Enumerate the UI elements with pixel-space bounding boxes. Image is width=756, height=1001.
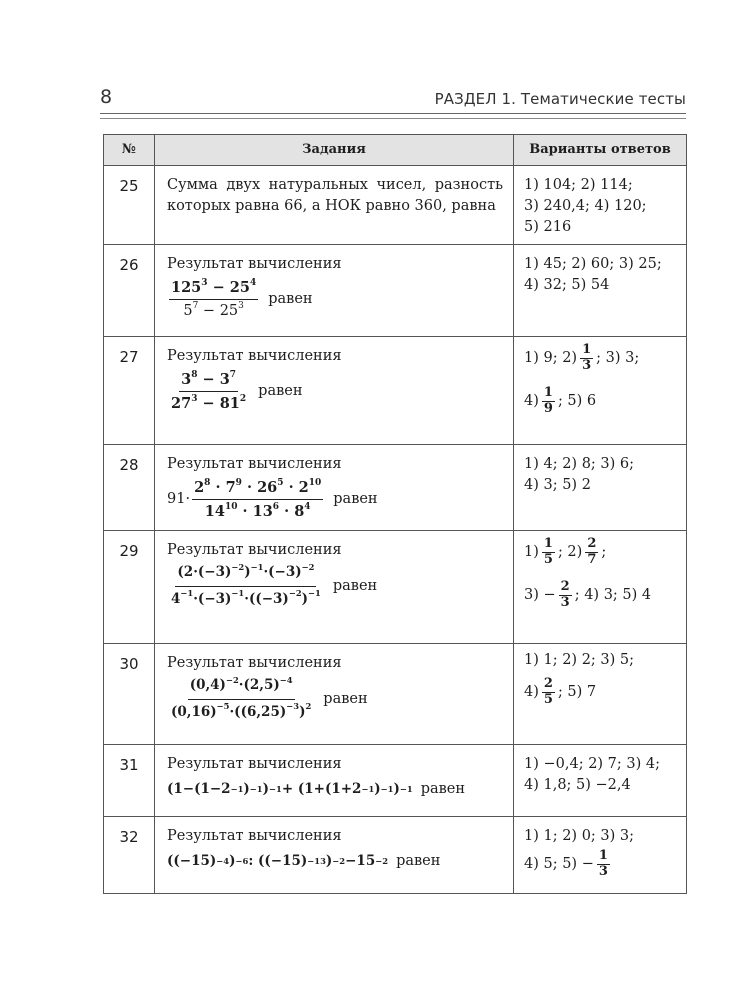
running-head: РАЗДЕЛ 1. Тематические тесты xyxy=(434,90,686,108)
task-cell xyxy=(155,644,514,745)
task-cell xyxy=(155,445,514,531)
task-text: Результат вычисления xyxy=(167,542,342,559)
fraction: $\frac{(0,4)^{-2}\cdot(2,5)^{-4}}{(0,16)^{-5}\cdot((6,25)^{-3})^2}$ xyxy=(171,674,312,720)
table-row xyxy=(104,445,687,531)
task-tail: равен xyxy=(258,383,303,400)
table-row xyxy=(104,531,687,644)
table-row xyxy=(104,644,687,745)
page-number: 8 xyxy=(100,86,113,108)
task-number: 25 xyxy=(104,166,155,245)
math-expression: (1−(1−2 $^{-1}$ ) $^{-1}$ ) $^{-1}$ + (1+(1+2 $^{-1}$ ) $^{-1}$ ) $^{-1}$ равен xyxy=(167,779,503,800)
answers-cell xyxy=(514,337,687,445)
task-text: Результат вычисления xyxy=(167,828,342,845)
answer-line: 1) 9; 2) $\frac{1}{3}$ ; 3) 3; xyxy=(524,342,640,373)
answer-line: 4) $\frac{1}{9}$ ; 5) 6 xyxy=(524,384,597,416)
table-row xyxy=(104,745,687,817)
tests-table xyxy=(103,134,687,894)
answer-line: 4) 1,8; 5) −2,4 xyxy=(524,777,631,794)
task-cell xyxy=(155,166,514,245)
task-text: Результат вычисления xyxy=(167,655,342,672)
task-tail: равен xyxy=(323,690,368,707)
column-header-tasks: Задания xyxy=(155,135,514,166)
answer-line: 4) 32; 5) 54 xyxy=(524,277,610,294)
fraction: $\frac{2}{3}$ xyxy=(560,578,570,610)
fraction: $\frac{(2\cdot(-3)^{-2})^{-1}\cdot(-3)^{-2}}{4^{-1}\cdot(-3)^{-1}\cdot((-3)^{-2})^{-1}}$ xyxy=(171,561,321,607)
fraction: $\frac{2^8 \cdot 7^9 \cdot 26^5 \cdot 2^{10}}{14^{10} \cdot 13^6 \cdot 8^4}$ xyxy=(194,478,322,521)
task-cell xyxy=(155,745,514,817)
task-tail: равен xyxy=(333,491,378,508)
math-expression xyxy=(167,563,503,609)
column-header-number: № xyxy=(104,135,155,166)
task-text: Результат вычисления xyxy=(167,256,342,273)
answers-cell xyxy=(514,817,687,894)
answers-cell xyxy=(514,166,687,245)
fraction: $\frac{1}{3}$ xyxy=(598,848,608,879)
task-cell xyxy=(155,531,514,644)
fraction: $\frac{1}{3}$ xyxy=(582,342,592,373)
table-row xyxy=(104,817,687,894)
fraction: $\frac{1}{5}$ xyxy=(543,536,553,567)
answers-cell xyxy=(514,445,687,531)
math-expression: 91· $\frac{2^8 \cdot 7^9 \cdot 26^5 \cdot 2^{10}}{14^{10} \cdot 13^6 \cdot 8^4}$ равен xyxy=(167,477,503,522)
answer-line: 4) $\frac{2}{5}$ ; 5) 7 xyxy=(524,676,597,707)
task-number: 30 xyxy=(104,644,155,745)
answer-line: 1) $\frac{1}{5}$ ; 2) $\frac{2}{7}$ ; xyxy=(524,536,607,567)
fraction: $\frac{1}{9}$ xyxy=(543,384,553,416)
task-number: 29 xyxy=(104,531,155,644)
answer-line: 4) 3; 5) 2 xyxy=(524,477,591,494)
answers-cell xyxy=(514,245,687,337)
answer-line: 1) 45; 2) 60; 3) 25; xyxy=(524,256,662,273)
task-text: Результат вычисления xyxy=(167,756,342,773)
header-rule xyxy=(100,113,686,114)
math-expression xyxy=(167,676,503,722)
header-rule-thin xyxy=(100,118,686,119)
task-tail: равен xyxy=(396,853,441,870)
task-text: Результат вычисления xyxy=(167,456,342,473)
answers-cell xyxy=(514,745,687,817)
task-cell xyxy=(155,817,514,894)
math-expression: ((−15) $^{-4}$ ) $^{-6}$ : ((−15) $^{-13}$ ) $^{-2}$ −15 $^{-2}$ равен xyxy=(167,851,503,872)
table-header-row xyxy=(104,135,687,166)
fraction: $\frac{125^3 - 25^4}{5^7 - 25^3}$ xyxy=(171,278,257,320)
answer-line: 4) 5; 5) − $\frac{1}{3}$ xyxy=(524,848,608,879)
answer-line: 1) 1; 2) 0; 3) 3; xyxy=(524,828,635,845)
answer-line: 1) −0,4; 2) 7; 3) 4; xyxy=(524,756,661,773)
fraction: $\frac{3^8 - 3^7}{27^3 - 81^2}$ xyxy=(171,370,247,413)
column-header-answers: Варианты ответов xyxy=(514,135,687,166)
task-number: 26 xyxy=(104,245,155,337)
task-cell xyxy=(155,245,514,337)
math-expression xyxy=(167,369,503,414)
fraction: $\frac{2}{7}$ xyxy=(587,536,597,567)
task-number: 28 xyxy=(104,445,155,531)
table-row xyxy=(104,337,687,445)
task-tail: равен xyxy=(420,781,466,798)
task-number: 32 xyxy=(104,817,155,894)
answers-cell xyxy=(514,531,687,644)
fraction: $\frac{2}{5}$ xyxy=(543,676,553,707)
answer-line: 1) 4; 2) 8; 3) 6; xyxy=(524,456,635,473)
task-tail: равен xyxy=(332,577,378,594)
answer-line: 3) − $\frac{2}{3}$ ; 4) 3; 5) 4 xyxy=(524,578,652,610)
task-cell xyxy=(155,337,514,445)
answer-line: 5) 216 xyxy=(524,219,572,236)
task-tail: равен xyxy=(268,291,313,308)
answer-line: 1) 1; 2) 2; 3) 5; xyxy=(524,652,635,669)
answers-cell xyxy=(514,644,687,745)
answer-line: 3) 240,4; 4) 120; xyxy=(524,198,647,215)
answer-line: 1) 104; 2) 114; xyxy=(524,177,633,193)
task-number: 31 xyxy=(104,745,155,817)
table-row xyxy=(104,166,687,245)
task-text: Результат вычисления xyxy=(167,348,342,365)
task-text: Сумма двух натуральных чисел, разность которых равна 66, а НОК равно 360, равна xyxy=(167,177,503,215)
math-expression xyxy=(167,277,503,322)
task-number: 27 xyxy=(104,337,155,445)
table-row xyxy=(104,245,687,337)
